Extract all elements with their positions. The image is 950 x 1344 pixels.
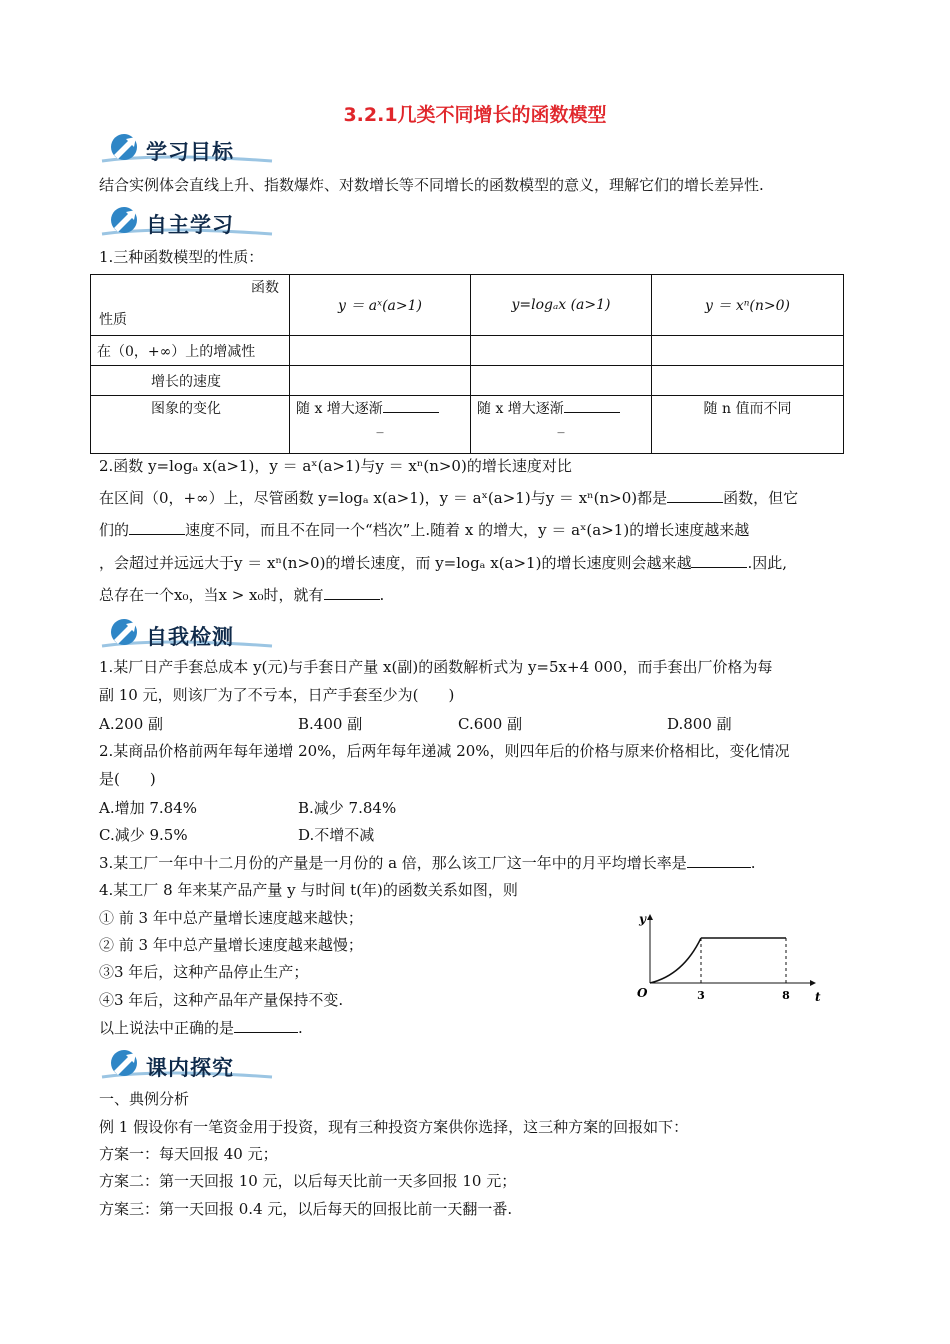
answer-blank: [691, 553, 747, 568]
section-header-self-check: [100, 616, 280, 652]
section-title: 学习目标: [146, 140, 234, 164]
answer-blank: [129, 520, 185, 535]
explore-subtitle: 一、典例分析: [99, 1090, 190, 1108]
q2-text: 速度不同，而且不在同一个“档次”上.随着 x 的增大，y ＝ aˣ(a>1)的增长速度越来越: [185, 521, 750, 539]
answer-blank: [667, 488, 723, 503]
question-1-title: 1.三种函数模型的性质：: [99, 248, 264, 266]
question-2-title: 2.函数 y=logₐ x(a>1)，y ＝ aˣ(a>1)与y ＝ xⁿ(n>0)的增长速度对比: [99, 457, 572, 475]
check-q4-end: 以上说法中正确的是: [99, 1019, 235, 1037]
check-q1-option-b: B.400 副: [298, 715, 363, 733]
tick-8: 8: [782, 989, 790, 1002]
check-q2-option-c: C.减少 9.5%: [99, 826, 188, 844]
col-header-power: y ＝ xⁿ(n>0): [652, 275, 844, 336]
goals-text: 结合实例体会直线上升、指数爆炸、对数增长等不同增长的函数模型的意义，理解它们的增长差异性.: [99, 176, 764, 194]
answer-blank: [383, 398, 439, 413]
q2-text: 在区间（0，+∞）上，尽管函数 y=logₐ x(a>1)，y ＝ aˣ(a>1)与y ＝ xⁿ(n>0)都是: [99, 489, 668, 507]
check-q4-item-1: ① 前 3 年中总产量增长速度越来越快；: [99, 909, 363, 927]
col-header-log: y=logₐx (a>1): [471, 275, 652, 336]
check-q3: 3.某工厂一年中十二月份的产量是一月份的 a 倍，那么该工厂这一年中的月平均增长率是: [99, 854, 687, 872]
answer-blank: [687, 853, 751, 868]
check-q2-line1: 2.某商品价格前两年每年递增 20%，后两年每年递减 20%，则四年后的价格与原来价格相比，变化情况: [99, 742, 790, 760]
check-q1-option-c: C.600 副: [458, 715, 523, 733]
t-axis-label: t: [815, 990, 821, 1004]
q2-text: 们的: [99, 521, 130, 539]
check-q4-end-dot: .: [298, 1019, 303, 1037]
table-cell: [471, 396, 652, 454]
tick-3: 3: [697, 989, 705, 1002]
section-title: 自主学习: [146, 213, 234, 237]
check-q2-option-b: B.减少 7.84%: [298, 799, 397, 817]
q2-text: .因此,: [747, 554, 787, 572]
check-q2-option-d: D.不增不减: [298, 826, 375, 844]
y-axis-label: y: [639, 912, 646, 926]
plan-1: 方案一：每天回报 40 元；: [99, 1145, 278, 1163]
check-q1-option-d: D.800 副: [667, 715, 732, 733]
row-label-monotonic: 在（0，+∞）上的增减性: [91, 336, 290, 366]
check-q1-option-a: A.200 副: [99, 715, 163, 733]
check-q2-option-a: A.增加 7.84%: [99, 799, 198, 817]
growth-curve: [650, 938, 701, 983]
q2-text: ，会超过并远远大于y ＝ xⁿ(n>0)的增长速度，而 y=logₐ x(a>1)的增长速度则会越来越: [99, 554, 692, 572]
row-label-speed: 增长的速度: [91, 366, 290, 396]
q2-text: 函数，但它: [723, 489, 799, 507]
example-1: 例 1 假设你有一笔资金用于投资，现有三种投资方案供你选择，这三种方案的回报如下：: [99, 1118, 689, 1136]
production-graph: [625, 905, 830, 1005]
properties-table: [90, 274, 844, 454]
plan-3: 方案三：第一天回报 0.4 元，以后每天的回报比前一天翻一番.: [99, 1200, 513, 1218]
table-cell: [290, 366, 471, 396]
page-title: 3.2.1几类不同增长的函数模型: [343, 104, 607, 126]
table-cell: [471, 366, 652, 396]
cell-dash: _: [557, 418, 565, 434]
section-header-goals: [100, 131, 280, 167]
section-header-self-study: [100, 204, 280, 240]
table-cell: [290, 336, 471, 366]
table-cell: [471, 336, 652, 366]
q2-text: 总存在一个x₀，当x > x₀时，就有: [99, 586, 324, 604]
corner-bottom-label: 性质: [99, 312, 127, 328]
section-title: 自我检测: [146, 625, 234, 649]
q2-text: .: [379, 586, 385, 604]
cell-text: 随 x 增大逐渐: [477, 401, 564, 417]
table-cell: 随 n 值而不同: [652, 396, 844, 454]
section-title: 课内探究: [146, 1056, 234, 1080]
answer-blank: [324, 585, 380, 600]
check-q1-line2: 副 10 元，则该厂为了不亏本，日产手套至少为( ): [99, 686, 455, 704]
corner-top-label: 函数: [251, 280, 279, 296]
check-q4: 4.某工厂 8 年来某产品产量 y 与时间 t(年)的函数关系如图，则: [99, 881, 518, 899]
check-q4-item-3: ③3 年后，这种产品停止生产；: [99, 963, 309, 981]
section-header-explore: [100, 1047, 280, 1083]
check-q3-end: .: [750, 854, 756, 872]
cell-text: 随 x 增大逐渐: [296, 401, 383, 417]
table-cell: [652, 336, 844, 366]
table-corner: [91, 275, 290, 336]
origin-label: O: [637, 986, 648, 1000]
check-q2-line2: 是( ): [99, 770, 156, 788]
col-header-exp: y ＝ aˣ(a>1): [290, 275, 471, 336]
cell-dash: _: [376, 418, 384, 434]
plan-2: 方案二：第一天回报 10 元，以后每天比前一天多回报 10 元；: [99, 1172, 517, 1190]
answer-blank: [234, 1018, 298, 1033]
row-label-graph: 图象的变化: [91, 396, 290, 454]
check-q4-item-4: ④3 年后，这种产品年产量保持不变.: [99, 991, 344, 1009]
check-q1-line1: 1.某厂日产手套总成本 y(元)与手套日产量 x(副)的函数解析式为 y=5x+4 000，而手套出厂价格为每: [99, 658, 773, 676]
check-q4-item-2: ② 前 3 年中总产量增长速度越来越慢；: [99, 936, 363, 954]
table-cell: [652, 366, 844, 396]
table-cell: [290, 396, 471, 454]
answer-blank: [564, 398, 620, 413]
